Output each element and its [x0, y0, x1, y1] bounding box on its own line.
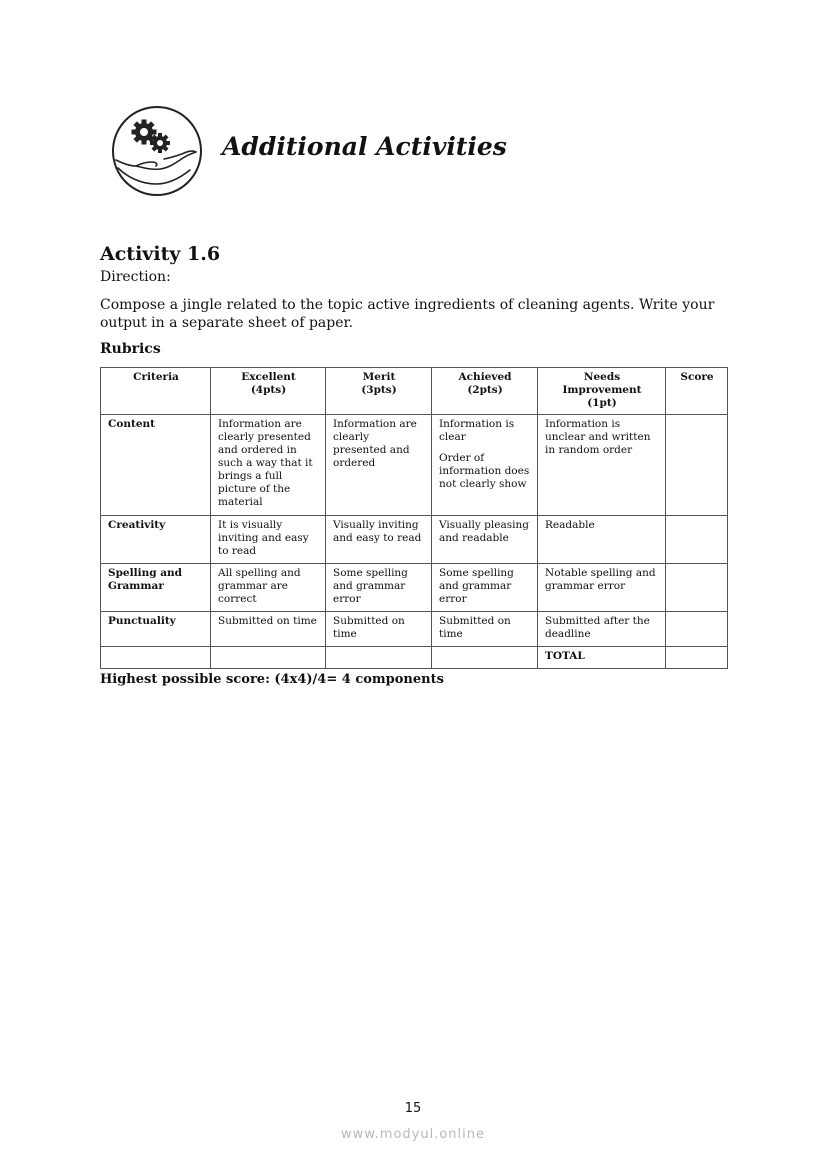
- total-score-cell: [666, 647, 728, 669]
- score-cell: [666, 516, 728, 564]
- needs-improvement-cell: Submitted after the deadline: [538, 612, 666, 647]
- table-row: [101, 516, 728, 564]
- achieved-cell: Submitted on time: [432, 612, 538, 647]
- needs-improvement-cell: Readable: [538, 516, 666, 564]
- gear-icon: [132, 120, 157, 145]
- direction-label: Direction:: [100, 269, 171, 285]
- gear-icon: [150, 133, 170, 153]
- merit-cell: Information are clearly presented and ordered: [326, 415, 432, 516]
- header-needs-improvement: Needs Improvement (1pt): [538, 368, 666, 415]
- merit-cell: Some spelling and grammar error: [326, 564, 432, 612]
- header-criteria: Criteria: [101, 368, 211, 415]
- header-score: Score: [666, 368, 728, 415]
- total-row: [101, 647, 728, 669]
- header-excellent: Excellent (4pts): [211, 368, 326, 415]
- direction-text: Compose a jingle related to the topic active ingredients of cleaning agents. Write your output in a separate sheet of paper.: [100, 297, 715, 331]
- merit-cell: Visually inviting and easy to read: [326, 516, 432, 564]
- section-title: Additional Activities: [222, 132, 507, 161]
- header-achieved: Achieved (2pts): [432, 368, 538, 415]
- score-cell: [666, 612, 728, 647]
- activity-title: Activity 1.6: [100, 243, 221, 265]
- table-header-row: [101, 368, 728, 415]
- needs-improvement-cell: Notable spelling and grammar error: [538, 564, 666, 612]
- score-cell: [666, 564, 728, 612]
- achieved-cell: Information is clear Order of information does not clearly show: [432, 415, 538, 516]
- rubric-table: [100, 367, 728, 669]
- excellent-cell: Information are clearly presented and ordered in such a way that it brings a full picture of the material: [211, 415, 326, 516]
- needs-improvement-cell: Information is unclear and written in random order: [538, 415, 666, 516]
- page-number: 15: [404, 1101, 422, 1116]
- header-merit: Merit (3pts): [326, 368, 432, 415]
- hand-icon: [116, 151, 196, 184]
- criteria-cell: Content: [101, 415, 211, 516]
- table-row: [101, 564, 728, 612]
- table-row: [101, 612, 728, 647]
- merit-cell: Submitted on time: [326, 612, 432, 647]
- achieved-cell: Visually pleasing and readable: [432, 516, 538, 564]
- gears-in-hand-icon: [110, 104, 204, 198]
- excellent-cell: Submitted on time: [211, 612, 326, 647]
- excellent-cell: It is visually inviting and easy to read: [211, 516, 326, 564]
- achieved-cell: Some spelling and grammar error: [432, 564, 538, 612]
- criteria-cell: Creativity: [101, 516, 211, 564]
- excellent-cell: All spelling and grammar are correct: [211, 564, 326, 612]
- criteria-cell: Punctuality: [101, 612, 211, 647]
- table-row: [101, 415, 728, 516]
- rubrics-label: Rubrics: [100, 341, 161, 357]
- score-cell: [666, 415, 728, 516]
- total-label: TOTAL: [538, 647, 666, 669]
- criteria-cell: Spelling and Grammar: [101, 564, 211, 612]
- score-note: Highest possible score: (4x4)/4= 4 components: [100, 672, 444, 687]
- watermark: www.modyul.online: [340, 1127, 486, 1142]
